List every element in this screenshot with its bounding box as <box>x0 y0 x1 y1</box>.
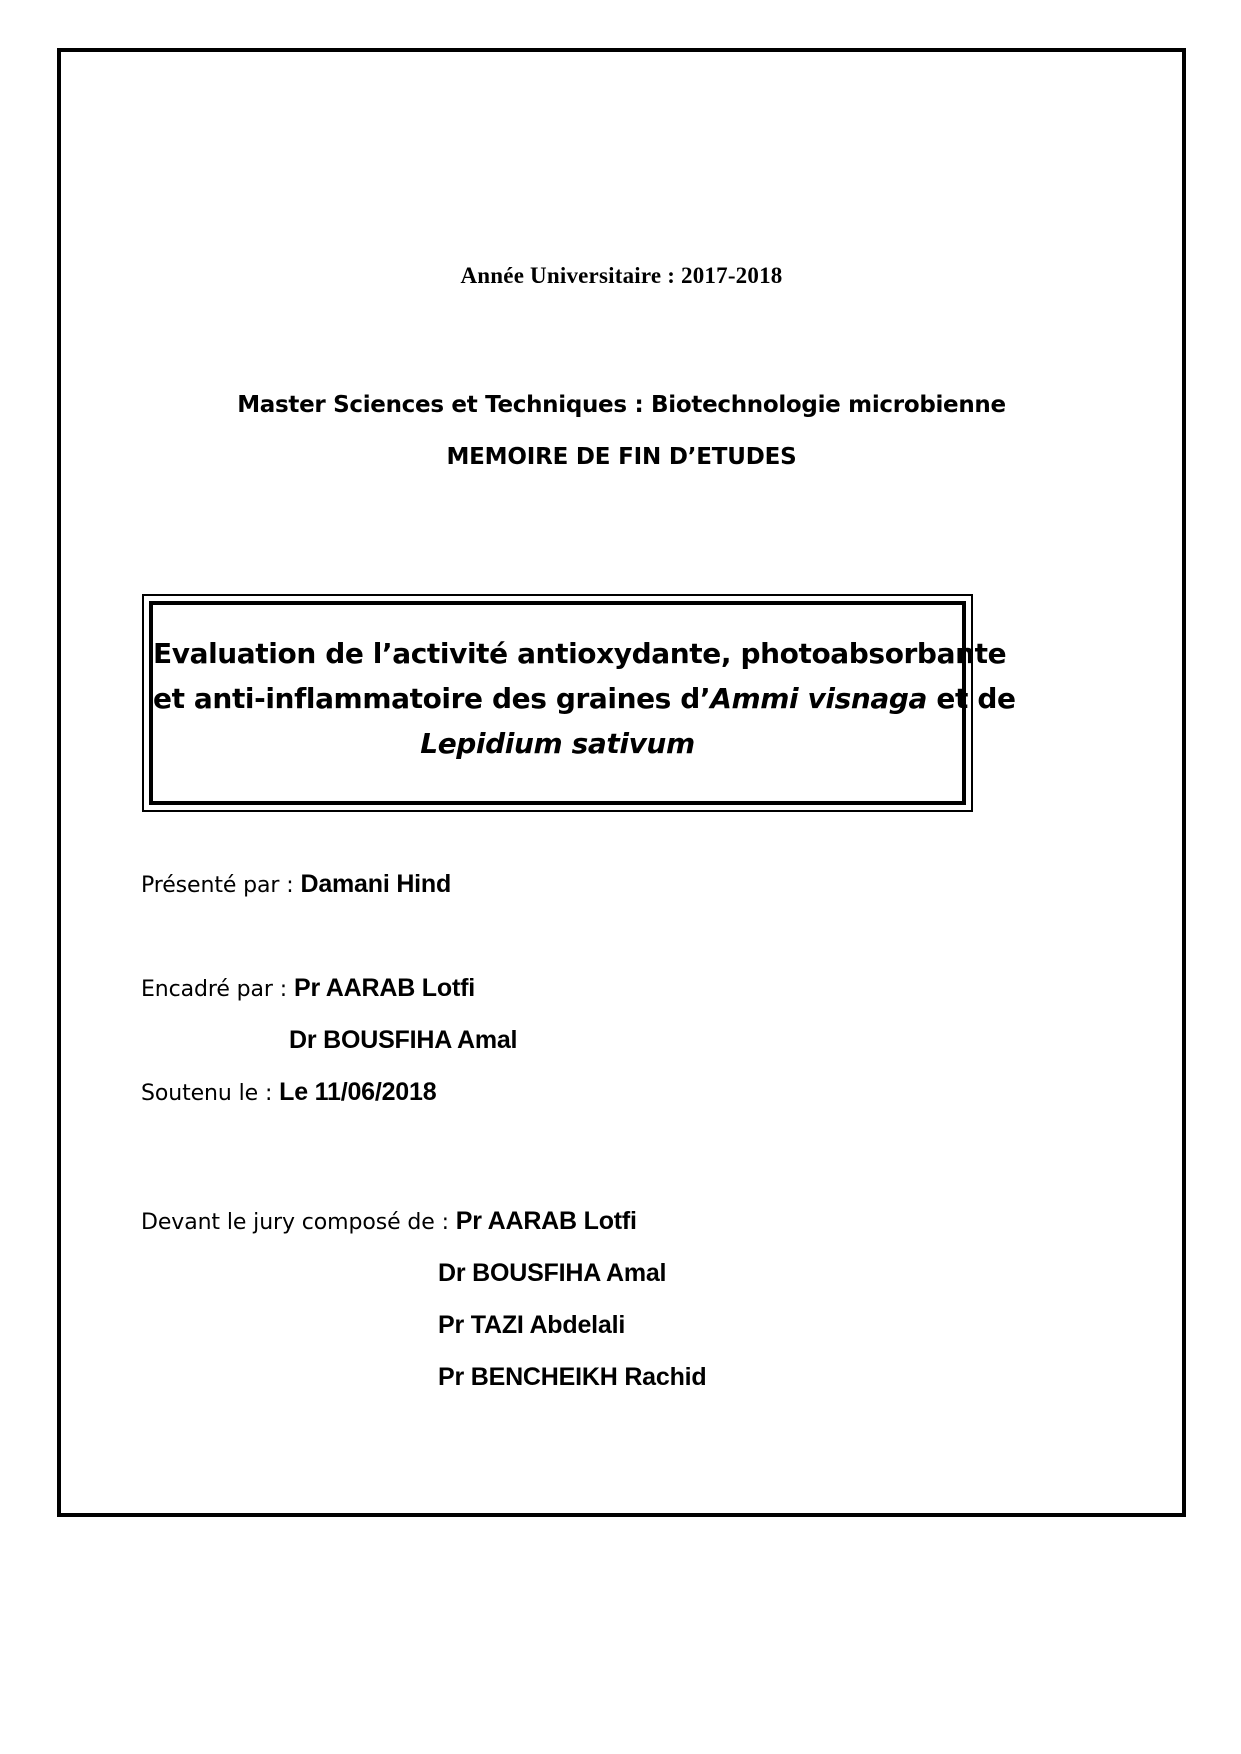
supervised-by-row <box>141 976 475 1001</box>
supervised-by-value-1: Pr AARAB Lotfi <box>293 974 475 1002</box>
presented-by-label: Présenté par : <box>141 873 301 898</box>
thesis-title-line-2-prefix: et anti-inflammatoire des graines d’ <box>153 682 711 715</box>
supervised-by-value-2: Dr BOUSFIHA Amal <box>289 1026 518 1054</box>
presented-by-value: Damani Hind <box>300 870 452 898</box>
jury-member-2: Dr BOUSFIHA Amal <box>438 1259 667 1287</box>
thesis-title-line-2-suffix: et de <box>927 682 1016 715</box>
thesis-title-box <box>142 594 1016 812</box>
jury-row <box>141 1209 637 1234</box>
document-type-heading: MEMOIRE DE FIN D’ETUDES <box>446 444 797 470</box>
thesis-title-line-1: Evaluation de l’activité antioxydante, photoabsorbante <box>153 637 1007 670</box>
defense-date-label: Soutenu le : <box>141 1081 280 1106</box>
thesis-title-line-3 <box>153 721 962 766</box>
academic-year-heading: Année Universitaire : 2017-2018 <box>460 263 783 288</box>
supervised-by-label: Encadré par : <box>141 977 294 1002</box>
defense-date-row <box>141 1080 436 1105</box>
thesis-title-box-inner <box>149 601 1016 805</box>
program-heading: Master Sciences et Techniques : Biotechnologie microbienne <box>237 392 1006 418</box>
defense-date-value: Le 11/06/2018 <box>279 1078 437 1106</box>
jury-row-4 <box>438 1365 706 1390</box>
page-border-frame <box>57 48 1186 1517</box>
jury-member-3: Pr TAZI Abdelali <box>438 1311 626 1339</box>
thesis-title-species-lepidium-sativum: Lepidium sativum <box>420 727 695 760</box>
thesis-title-line-2 <box>153 676 1016 721</box>
jury-member-1: Pr AARAB Lotfi <box>455 1207 637 1235</box>
presented-by-row <box>141 872 451 897</box>
thesis-title-species-ammi-visnaga: Ammi visnaga <box>710 682 928 715</box>
jury-row-3 <box>438 1313 625 1338</box>
jury-row-2 <box>438 1261 666 1286</box>
jury-member-4: Pr BENCHEIKH Rachid <box>438 1363 707 1391</box>
page-content-area <box>61 52 1182 1513</box>
supervised-by-row-2 <box>289 1028 517 1053</box>
jury-label: Devant le jury composé de : <box>141 1210 456 1235</box>
